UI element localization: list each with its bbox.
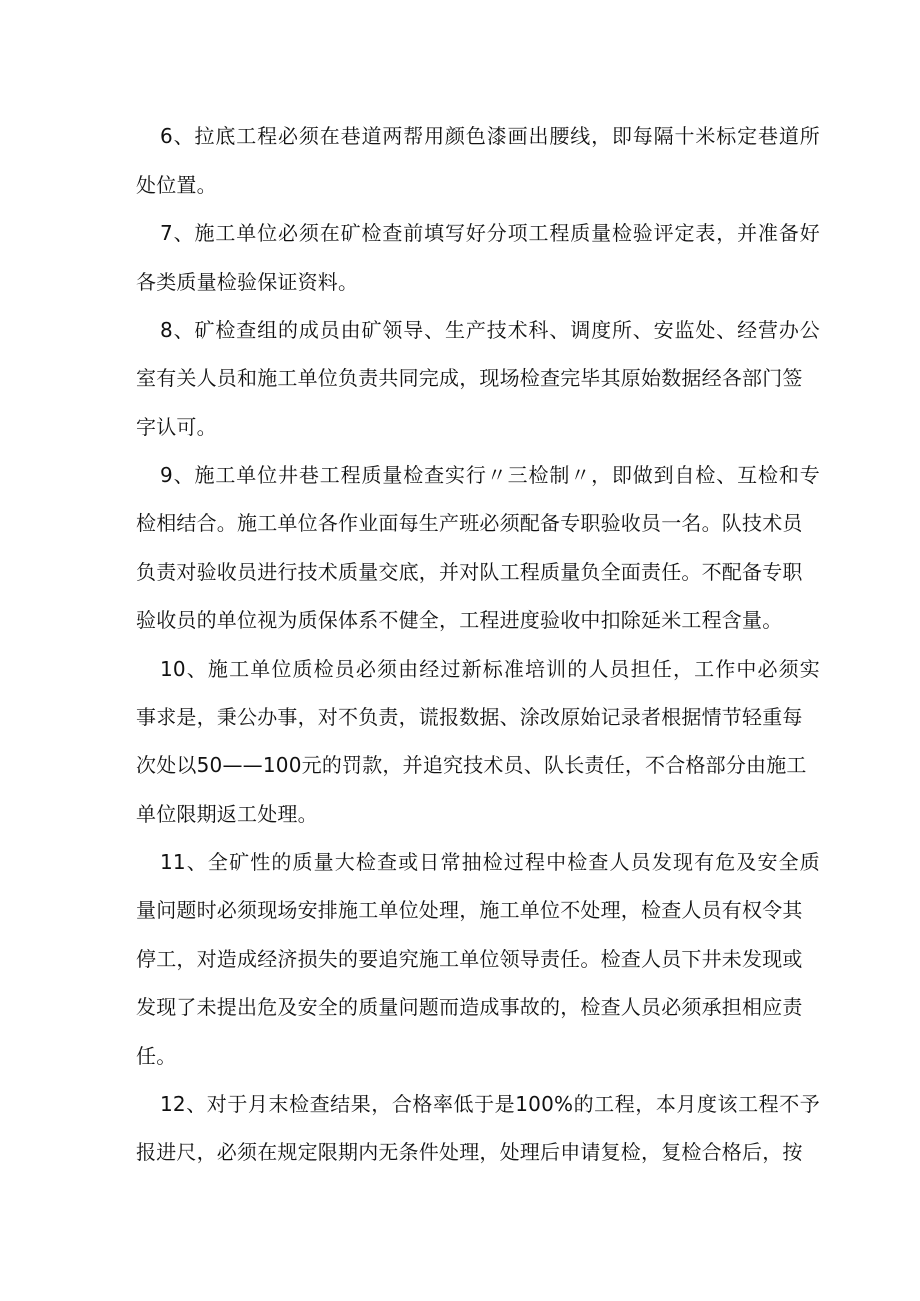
paragraph-12-line-2: 报进尺，必须在规定限期内无条件处理，处理后申请复检，复检合格后，按 xyxy=(136,1140,803,1164)
paragraph-11-line-1: 11、全矿性的质量大检查或日常抽检过程中检查人员发现有危及安全质 xyxy=(160,850,820,874)
paragraph-8-line-2: 室有关人员和施工单位负责共同完成，现场检查完毕其原始数据经各部门签 xyxy=(136,366,803,390)
paragraph-11-line-3: 停工，对造成经济损失的要追究施工单位领导责任。检查人员下井未发现或 xyxy=(136,947,803,971)
paragraph-11-line-5: 任。 xyxy=(136,1044,177,1068)
paragraph-8-line-3: 字认可。 xyxy=(136,415,217,439)
paragraph-7-line-1: 7、施工单位必须在矿检查前填写好分项工程质量检验评定表，并准备好 xyxy=(160,221,820,245)
paragraph-10-line-3: 次处以50——100元的罚款，并追究技术员、队长责任，不合格部分由施工 xyxy=(136,753,807,777)
paragraph-9-line-4: 验收员的单位视为质保体系不健全，工程进度验收中扣除延米工程含量。 xyxy=(136,608,783,632)
paragraph-9-line-1: 9、施工单位井巷工程质量检查实行〃三检制〃，即做到自检、互检和专 xyxy=(160,463,820,487)
paragraph-8-line-1: 8、矿检查组的成员由矿领导、生产技术科、调度所、安监处、经营办公 xyxy=(160,318,820,342)
paragraph-10-line-2: 事求是，秉公办事，对不负责，谎报数据、涂改原始记录者根据情节轻重每 xyxy=(136,705,803,729)
paragraph-7-line-2: 各类质量检验保证资料。 xyxy=(136,270,359,294)
paragraph-10-line-4: 单位限期返工处理。 xyxy=(136,802,318,826)
paragraph-6-line-1: 6、拉底工程必须在巷道两帮用颜色漆画出腰线，即每隔十米标定巷道所 xyxy=(160,124,820,148)
paragraph-11-line-2: 量问题时必须现场安排施工单位处理，施工单位不处理，检查人员有权令其 xyxy=(136,898,803,922)
paragraph-9-line-2: 检相结合。施工单位各作业面每生产班必须配备专职验收员一名。队技术员 xyxy=(136,511,803,535)
paragraph-6-line-2: 处位置。 xyxy=(136,173,217,197)
paragraph-12-line-1: 12、对于月末检查结果，合格率低于是100%的工程，本月度该工程不予 xyxy=(160,1092,820,1116)
paragraph-10-line-1: 10、施工单位质检员必须由经过新标准培训的人员担任，工作中必须实 xyxy=(160,657,820,681)
paragraph-9-line-3: 负责对验收员进行技术质量交底，并对队工程质量负全面责任。不配备专职 xyxy=(136,560,803,584)
paragraph-11-line-4: 发现了未提出危及安全的质量问题而造成事故的，检查人员必须承担相应责 xyxy=(136,995,803,1019)
